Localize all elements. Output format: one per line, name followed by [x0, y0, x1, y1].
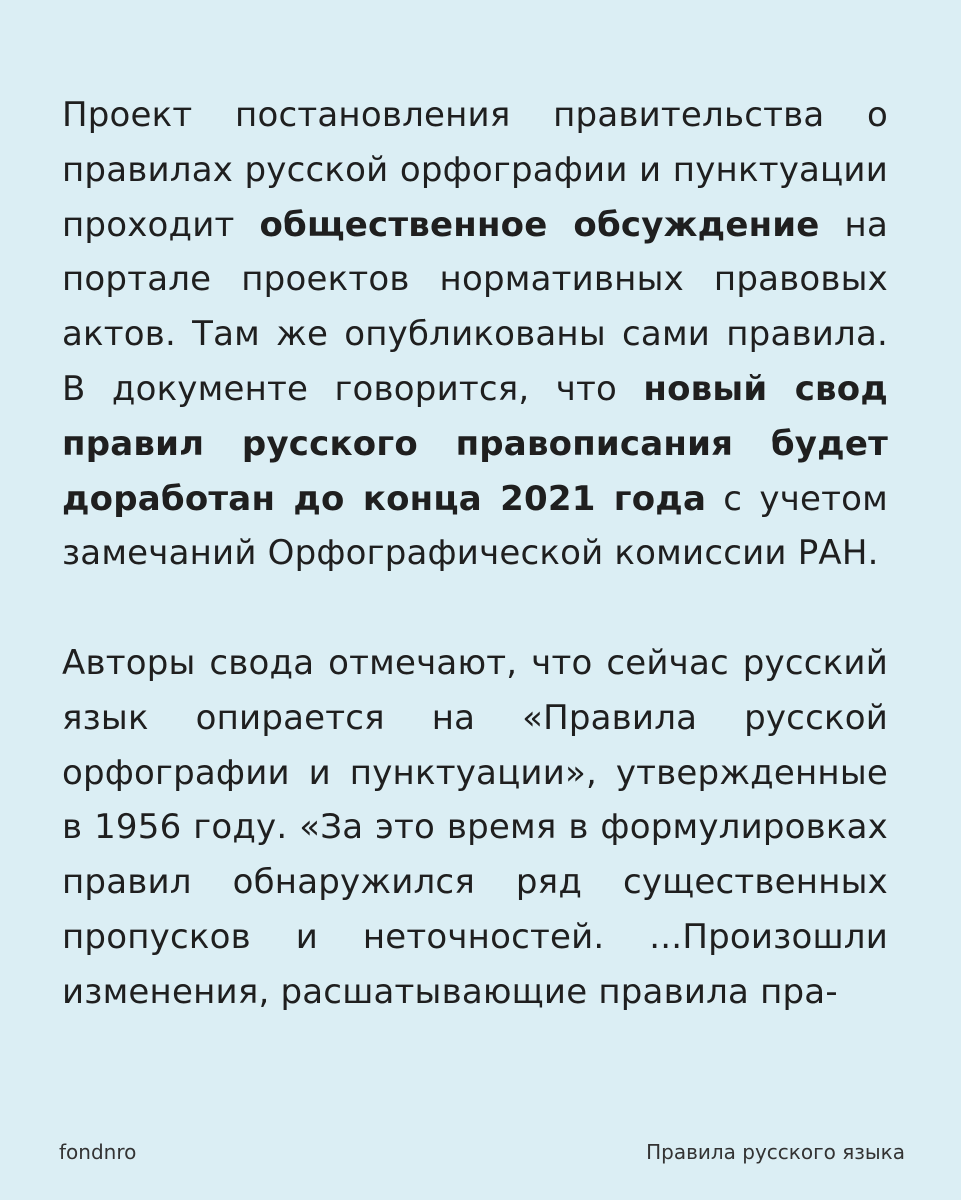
- paragraph-1-text-3: с учетом замечаний Орфографической комиссии РАН.: [62, 478, 888, 574]
- paragraph-1: [62, 88, 888, 581]
- footer-brand: fondnro: [59, 1140, 137, 1164]
- paragraph-2: Авторы свода отмечают, что сейчас русский язык опирается на «Правила русской орфографии и пунктуации», утвержденные в 1956 году. «За это время в формулировках правил обнаружился ряд существенных пропусков и неточностей. ...Произошли изменения, расшатывающие правила пра-: [62, 642, 888, 1012]
- article-body: [62, 88, 888, 1020]
- paragraph-1-text-2: на портале проектов нормативных правовых актов. Там же опубликованы сами правила. В документе говорится, что: [62, 204, 888, 409]
- footer-title: Правила русского языка: [646, 1140, 905, 1164]
- paragraph-1-bold-2: новый свод правил русского правописания будет доработан до конца 2021 года: [62, 368, 888, 519]
- paragraph-1-bold-1: общественное обсуждение: [259, 204, 820, 245]
- paragraph-1-text-1: Проект постановления правительства о правилах русской орфографии и пунктуации проходит: [62, 95, 888, 245]
